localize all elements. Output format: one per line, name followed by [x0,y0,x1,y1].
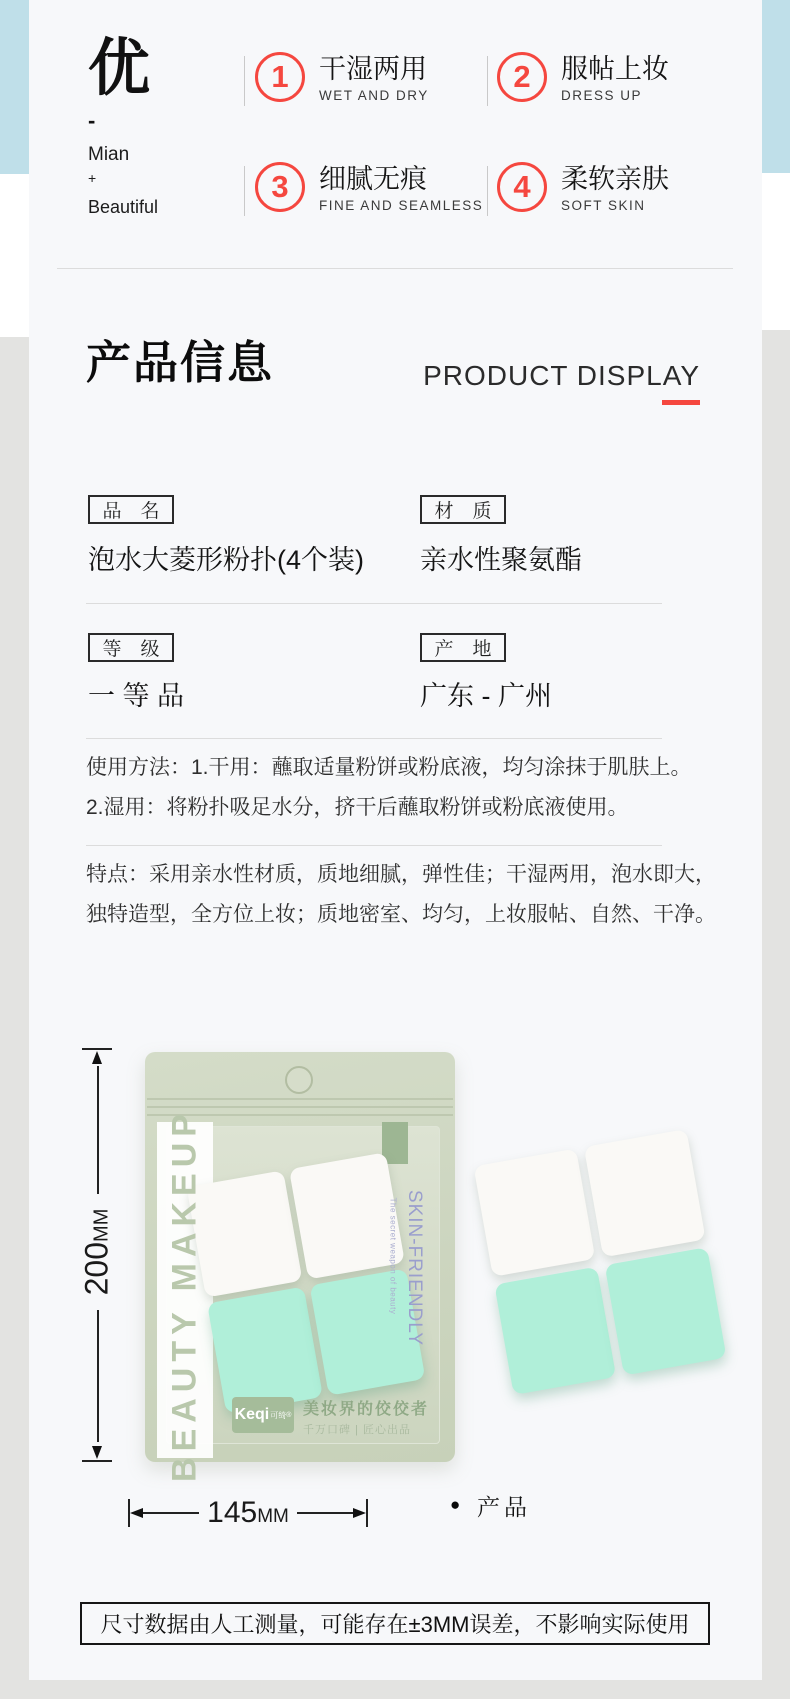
keqi-logo-en: Keqi [234,1406,270,1423]
zip-ridge [147,1098,453,1100]
field-value-origin: 广东 - 广州 [420,681,552,711]
feature-subtitle: DRESS UP [561,88,643,103]
left-gray-strip [0,337,29,1699]
feature-item-2 [497,52,669,103]
hang-hole-icon [285,1066,313,1094]
beauty-makeup-label: BEAUTY MAKEUP [165,1108,204,1482]
feature-title: 干湿两用 [319,54,427,84]
arrow-up-icon [92,1051,102,1064]
usage-line-2: 2.湿用：将粉扑吸足水分，挤干后蘸取粉饼或粉底液使用。 [86,796,629,819]
features-line-1: 特点：采用亲水性材质，质地细腻，弹性佳；干湿两用，泡水即大， [86,863,716,886]
keqi-logo-cn: 可绮 [270,1410,287,1420]
height-dimension [78,1048,116,1462]
feature-title: 柔软亲肤 [561,164,669,194]
field-value-material: 亲水性聚氨酯 [420,545,582,575]
right-blue-strip [762,0,790,173]
row-divider [86,603,662,604]
arrow-left-icon [130,1508,143,1518]
height-dimension-label [79,1209,116,1296]
page-subtitle: PRODUCT DISPLAY [423,360,700,391]
puff-mint [605,1247,727,1375]
feature-divider [244,56,245,106]
dimension-line [97,1310,99,1442]
brand-en-line1: Mian [88,144,130,165]
puff-mint [494,1267,616,1395]
dimension-tick [82,1048,112,1050]
width-dimension [128,1498,368,1528]
package-slogan-sub: 千万口碑 | 匠心出品 [303,1424,411,1436]
puff-white [473,1148,595,1276]
usage-line-1: 使用方法：1.干用：蘸取适量粉饼或粉底液，均匀涂抹于肌肤上。 [86,756,692,779]
number-3-badge-icon: 3 [255,162,305,212]
puff-mint [207,1286,323,1413]
registered-mark-icon: ® [286,1411,292,1419]
skin-friendly-label: SKIN-FRIENDLY [404,1189,425,1347]
row-divider [86,845,662,846]
right-gray-strip [762,330,790,1699]
feature-item-1 [255,52,429,103]
feature-divider [487,56,488,106]
brand-hanzi: 优 [88,34,151,103]
field-value-name: 泡水大菱形粉扑(4个装) [88,545,364,575]
height-unit: MM [90,1208,113,1242]
features-line-2: 独特造型，全方位上妆；质地密室、均匀，上妆服帖、自然、干净。 [86,903,716,926]
feature-item-3 [255,162,483,213]
arrow-right-icon [353,1508,366,1518]
skin-friendly-sub-label: The secret weapon of beauty [388,1197,398,1315]
page-title: 产品信息 [86,337,275,388]
feature-title: 服帖上妆 [561,54,669,84]
bottom-gray-band [0,1680,790,1699]
feature-subtitle: SOFT SKIN [561,198,646,213]
dimension-line [297,1512,353,1514]
field-label-origin: 产 地 [420,633,506,662]
puff-white [584,1129,706,1257]
arrow-down-icon [92,1446,102,1459]
number-1-badge-icon: 1 [255,52,305,102]
height-value: 200 [78,1241,115,1296]
feature-divider [244,166,245,216]
brand-plus: + [88,170,97,186]
width-value: 145 [207,1496,258,1529]
dimension-line [143,1512,199,1514]
number-2-badge-icon: 2 [497,52,547,102]
width-unit: MM [257,1506,289,1527]
features-paragraph [86,855,716,935]
field-label-name: 品 名 [88,495,174,524]
usage-paragraph [86,748,692,828]
dimension-line [97,1066,99,1194]
width-dimension-label [199,1496,297,1530]
field-value-grade: 一 等 品 [88,681,185,711]
disclaimer-box: 尺寸数据由人工测量，可能存在±3MM误差，不影响实际使用 [80,1602,710,1645]
number-4-badge-icon: 4 [497,162,547,212]
brand-en-line2: Beautiful [88,197,159,217]
field-label-grade: 等 级 [88,633,174,662]
field-label-material: 材 质 [420,495,506,524]
feature-title: 细腻无痕 [319,164,427,194]
brand-dash: - [88,108,96,133]
section-divider [57,268,733,269]
feature-subtitle: WET AND DRY [319,88,429,103]
feature-subtitle: FINE AND SEAMLESS [319,198,484,213]
package-slogan: 美妆界的佼佼者 [303,1401,430,1418]
dimension-tick [82,1460,112,1462]
loose-puffs-image [473,1129,726,1395]
keqi-logo [232,1397,294,1433]
left-blue-strip [0,0,29,174]
product-caption: 产品 [477,1494,531,1520]
brand-block [88,34,159,217]
feature-item-4 [497,162,669,213]
row-divider [86,738,662,739]
bullet-dot-icon: ● [450,1495,461,1514]
red-accent-bar [662,400,700,405]
feature-divider [487,166,488,216]
dimension-tick [366,1499,368,1527]
